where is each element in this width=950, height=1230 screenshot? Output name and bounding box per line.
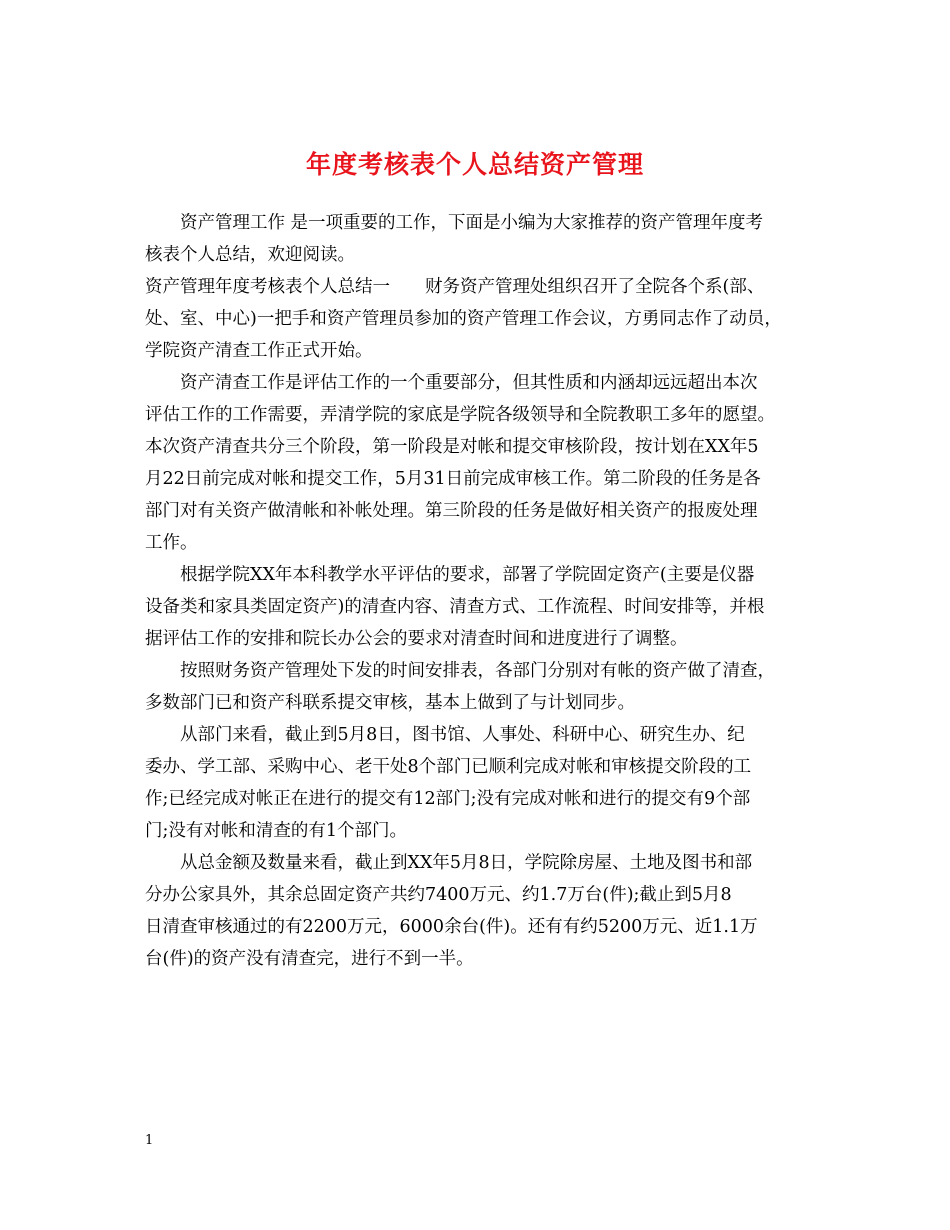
body-line: 按照财务资产管理处下发的时间安排表，各部门分别对有帐的资产做了清查，	[145, 661, 775, 681]
body-line: 据评估工作的安排和院长办公会的要求对清查时间和进度进行了调整。	[145, 629, 688, 649]
body-line: 门;没有对帐和清查的有1个部门。	[145, 821, 408, 841]
document-body	[145, 207, 810, 975]
body-line: 资产清查工作是评估工作的一个重要部分，但其性质和内涵却远远超出本次	[145, 373, 758, 393]
body-line: 日清查审核通过的有2200万元，6000余台(件)。还有有约5200万元、近1.1万	[145, 917, 758, 937]
body-line: 台(件)的资产没有清查完，进行不到一半。	[145, 949, 474, 969]
body-line: 资产管理工作 是一项重要的工作，下面是小编为大家推荐的资产管理年度考	[145, 213, 764, 233]
document-title: 年度考核表个人总结资产管理	[305, 149, 644, 179]
body-line: 核表个人总结，欢迎阅读。	[145, 245, 355, 265]
body-line: 委办、学工部、采购中心、老干处8个部门已顺利完成对帐和审核提交阶段的工	[145, 757, 752, 777]
body-line: 根据学院XX年本科教学水平评估的要求，部署了学院固定资产(主要是仪器	[145, 565, 755, 585]
body-line: 工作。	[145, 533, 198, 553]
page-number: 1	[145, 1133, 154, 1148]
body-line: 资产管理年度考核表个人总结一 财务资产管理处组织召开了全院各个系(部、	[145, 277, 765, 297]
body-line: 评估工作的工作需要，弄清学院的家底是学院各级领导和全院教职工多年的愿望。	[145, 405, 775, 425]
body-line: 作;已经完成对帐正在进行的提交有12部门;没有完成对帐和进行的提交有9个部	[145, 789, 751, 809]
body-line: 部门对有关资产做清帐和补帐处理。第三阶段的任务是做好相关资产的报废处理	[145, 501, 758, 521]
body-line: 从总金额及数量来看，截止到XX年5月8日，学院除房屋、土地及图书和部	[145, 853, 753, 873]
body-line: 月22日前完成对帐和提交工作，5月31日前完成审核工作。第二阶段的任务是各	[145, 469, 761, 489]
body-line: 多数部门已和资产科联系提交审核，基本上做到了与计划同步。	[145, 693, 635, 713]
body-line: 设备类和家具类固定资产)的清查内容、清查方式、工作流程、时间安排等，并根	[145, 597, 765, 617]
body-line: 本次资产清查共分三个阶段，第一阶段是对帐和提交审核阶段，按计划在XX年5	[145, 437, 759, 457]
body-line: 从部门来看，截止到5月8日，图书馆、人事处、科研中心、研究生办、纪	[145, 725, 745, 745]
body-line: 学院资产清查工作正式开始。	[145, 341, 373, 361]
body-line: 分办公家具外，其余总固定资产共约7400万元、约1.7万台(件);截止到5月8	[145, 885, 732, 905]
body-line: 处、室、中心)一把手和资产管理员参加的资产管理工作会议，方勇同志作了动员，	[145, 309, 782, 329]
